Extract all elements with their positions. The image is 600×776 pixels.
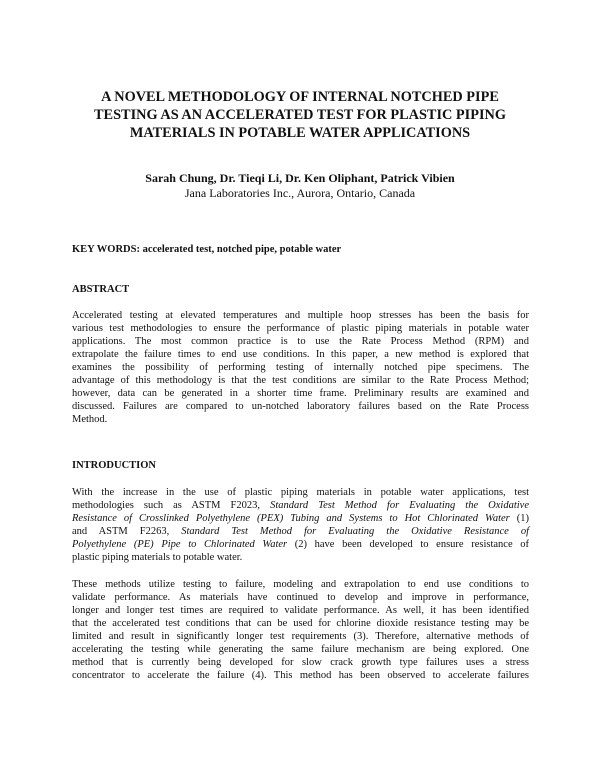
- intro-line: concentrator to accelerate the failure (4). This method has been observed to accelerate failures: [72, 670, 529, 681]
- introduction-paragraph-2: [72, 578, 529, 682]
- intro-line: that the accelerated test conditions that can be used for chlorine dioxide resistance testing may be: [72, 618, 529, 629]
- abstract-paragraph: [72, 309, 529, 426]
- intro-line: and ASTM F2263, Standard Test Method for Evaluating the Oxidative Resistance of: [72, 526, 529, 537]
- abstract-line: examines the possibility of performing testing of internally notched pipe specimens. The: [72, 362, 529, 373]
- title-line-2: TESTING AS AN ACCELERATED TEST FOR PLASTIC PIPING: [94, 107, 506, 123]
- abstract-line: advantage of this methodology is that the test conditions are similar to the Rate Process Method;: [72, 375, 529, 386]
- abstract-line: applications. The most common practice is to use the Rate Process Method (RPM) and: [72, 336, 529, 347]
- abstract-line: discussed. Failures are compared to un-notched laboratory failures based on the Rate Process: [72, 401, 529, 412]
- introduction-paragraph-1: [72, 486, 529, 564]
- abstract-heading: ABSTRACT: [72, 284, 130, 295]
- author-list: Sarah Chung, Dr. Tieqi Li, Dr. Ken Oliphant, Patrick Vibien: [145, 171, 455, 185]
- abstract-line: however, data can be generated in a shorter time frame. Preliminary results are examined and: [72, 388, 529, 399]
- paper-title: [60, 88, 540, 142]
- intro-line: With the increase in the use of plastic piping materials in potable water applications, test: [72, 487, 529, 498]
- intro-line: These methods utilize testing to failure, modeling and extrapolation to end use conditions to: [72, 579, 529, 590]
- intro-line: plastic piping materials to potable water.: [72, 552, 243, 563]
- abstract-line: various test methodologies to ensure the performance of plastic piping materials in potable water: [72, 323, 529, 334]
- standard-title: Standard Test Method for Evaluating the Oxidative: [270, 500, 529, 511]
- standard-title: Polyethylene (PE) Pipe to Chlorinated Water: [72, 539, 288, 550]
- affiliation: Jana Laboratories Inc., Aurora, Ontario, Canada: [184, 186, 416, 200]
- intro-line: accelerating the testing while generating the same failure mechanism are being explored. One: [72, 644, 529, 655]
- title-line-3: MATERIALS IN POTABLE WATER APPLICATIONS: [129, 125, 471, 141]
- title-line-1: A NOVEL METHODOLOGY OF INTERNAL NOTCHED PIPE: [101, 89, 499, 105]
- intro-line: Resistance of Crosslinked Polyethylene (PEX) Tubing and Systems to Hot Chlorinated Water (1): [72, 513, 529, 524]
- intro-line: Polyethylene (PE) Pipe to Chlorinated Water (2) have been developed to ensure resistance of: [72, 539, 529, 550]
- introduction-heading: INTRODUCTION: [72, 460, 157, 471]
- intro-line: longer and longer test times are required to validate performance. As well, it has been identified: [72, 605, 529, 616]
- intro-line: limited and result in significantly longer test requirements (3). Therefore, alternative methods of: [72, 631, 529, 642]
- intro-line: methodologies such as ASTM F2023, Standard Test Method for Evaluating the Oxidative: [72, 500, 529, 511]
- standard-title: Standard Test Method for Evaluating the Oxidative Resistance of: [181, 526, 529, 537]
- intro-line: validate performance. As materials have continued to develop and improve in performance,: [72, 592, 529, 603]
- abstract-line: Accelerated testing at elevated temperatures and multiple hoop stresses has been the basis for: [72, 310, 529, 321]
- abstract-line: extrapolate the failure times to end use conditions. In this paper, a new method is explored that: [72, 349, 529, 360]
- abstract-line: Method.: [72, 414, 108, 425]
- standard-title: Resistance of Crosslinked Polyethylene (PEX) Tubing and Systems to Hot Chlorinated Water: [72, 513, 510, 524]
- intro-line: method that is currently being developed for slow crack growth type failures uses a stress: [72, 657, 529, 668]
- keywords: KEY WORDS: accelerated test, notched pipe, potable water: [72, 244, 342, 255]
